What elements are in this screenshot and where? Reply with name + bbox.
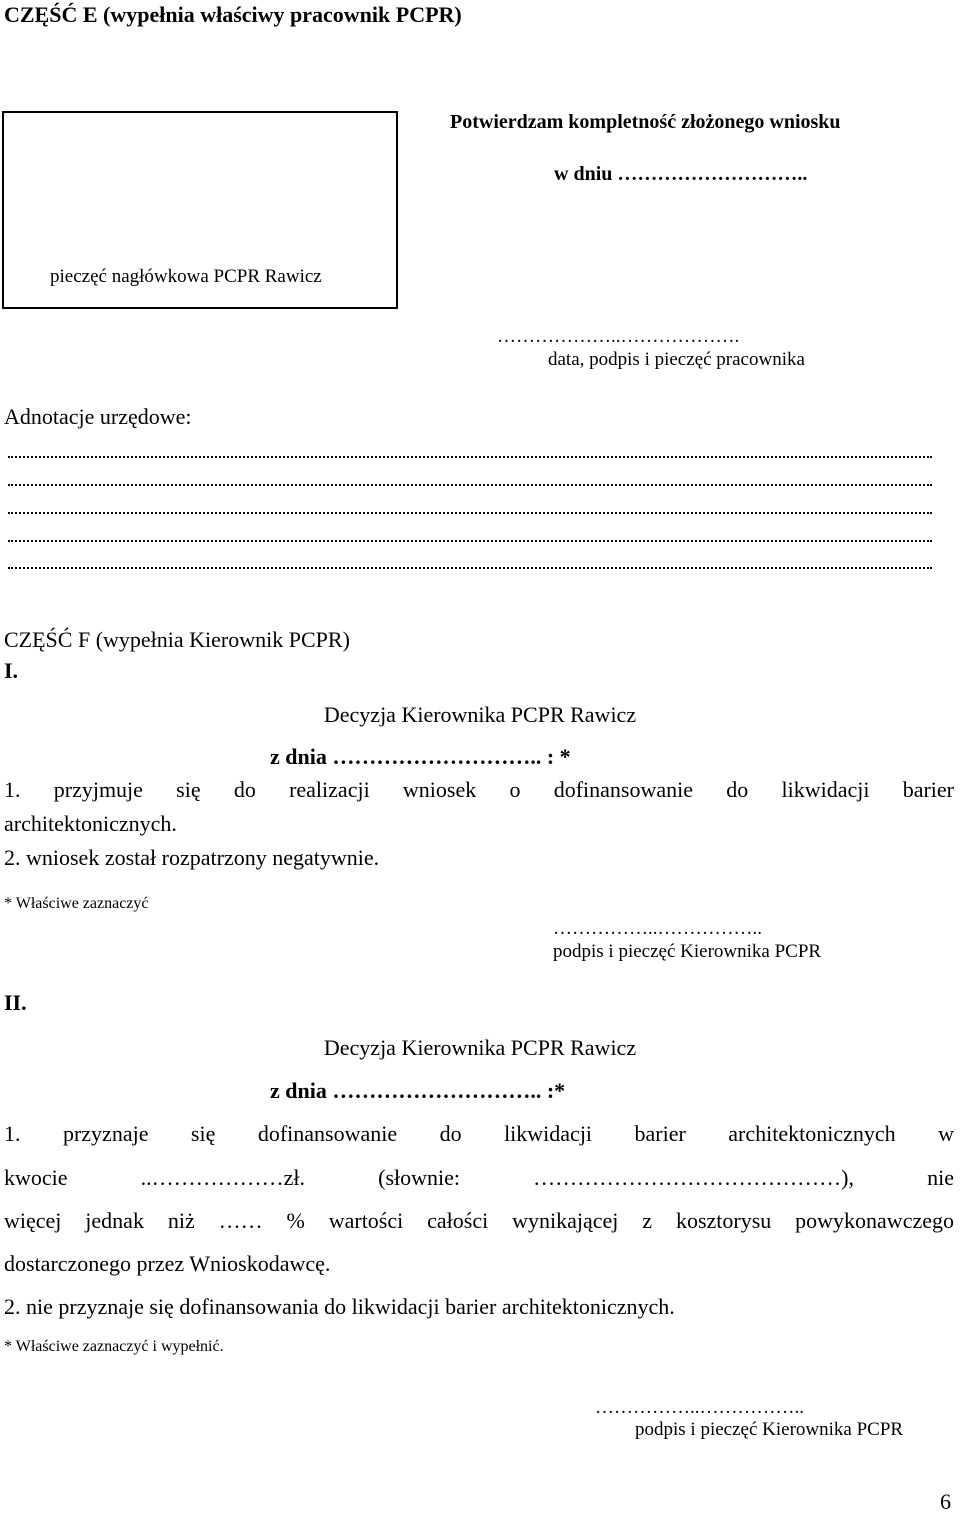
section-2-item-1-line-4: dostarczonego przez Wnioskodawcę. bbox=[4, 1251, 331, 1276]
annotation-line-4 bbox=[8, 540, 932, 542]
confirm-line: Potwierdzam kompletność złożonego wniosku bbox=[450, 111, 841, 133]
employee-signature-dots: ………………..………………. bbox=[497, 326, 740, 347]
section-1-number: I. bbox=[4, 658, 19, 683]
employee-signature-label: data, podpis i pieczęć pracownika bbox=[548, 349, 805, 370]
section-2-heading: Decyzja Kierownika PCPR Rawicz bbox=[323, 1035, 637, 1060]
annotation-line-2 bbox=[8, 484, 932, 486]
annotation-line-3 bbox=[8, 512, 932, 514]
section-2-signature-label: podpis i pieczęć Kierownika PCPR bbox=[635, 1419, 904, 1440]
page-number: 6 bbox=[940, 1489, 951, 1514]
part-e-title: CZĘŚĆ E (wypełnia właściwy pracownik PCPR) bbox=[4, 2, 462, 27]
section-1-signature-dots: ……………..…………….. bbox=[553, 918, 762, 939]
section-1-signature-label: podpis i pieczęć Kierownika PCPR bbox=[553, 941, 822, 962]
annotations-title: Adnotacje urzędowe: bbox=[4, 404, 192, 429]
section-1-heading: Decyzja Kierownika PCPR Rawicz bbox=[323, 702, 637, 727]
section-2-item-1-line-1: 1. przyznaje się dofinansowanie do likwidacji barier architektonicznych w bbox=[4, 1121, 954, 1146]
section-2-footnote: * Właściwe zaznaczyć i wypełnić. bbox=[4, 1338, 224, 1355]
confirm-date-line: w dniu ……………………….. bbox=[554, 163, 808, 185]
stamp-label: pieczęć nagłówkowa PCPR Rawicz bbox=[50, 266, 322, 287]
section-1-item-2: 2. wniosek został rozpatrzony negatywnie. bbox=[4, 845, 380, 870]
section-2-number: II. bbox=[4, 990, 27, 1015]
section-1-item-1-line-2: architektonicznych. bbox=[4, 811, 177, 836]
section-2-item-2: 2. nie przyznaje się dofinansowania do likwidacji barier architektonicznych. bbox=[4, 1294, 675, 1319]
section-2-item-1-line-2: kwocie ..………………zł. (słownie: ……………………………………), nie bbox=[4, 1165, 954, 1190]
section-2-item-1-line-3: więcej jednak niż …… % wartości całości wynikającej z kosztorysu powykonawczego bbox=[4, 1208, 954, 1233]
section-2-date-line: z dnia ……………………….. :* bbox=[270, 1078, 566, 1103]
annotation-line-5 bbox=[8, 567, 932, 569]
part-f-title: CZĘŚĆ F (wypełnia Kierownik PCPR) bbox=[4, 627, 350, 652]
annotation-line-1 bbox=[8, 456, 932, 458]
section-1-date-line: z dnia ……………………….. : * bbox=[270, 744, 571, 769]
section-1-item-1-line-1: 1. przyjmuje się do realizacji wniosek o dofinansowanie do likwidacji barier bbox=[4, 777, 954, 802]
section-2-signature-dots: ……………..…………….. bbox=[595, 1397, 804, 1418]
section-1-footnote: * Właściwe zaznaczyć bbox=[4, 895, 149, 912]
